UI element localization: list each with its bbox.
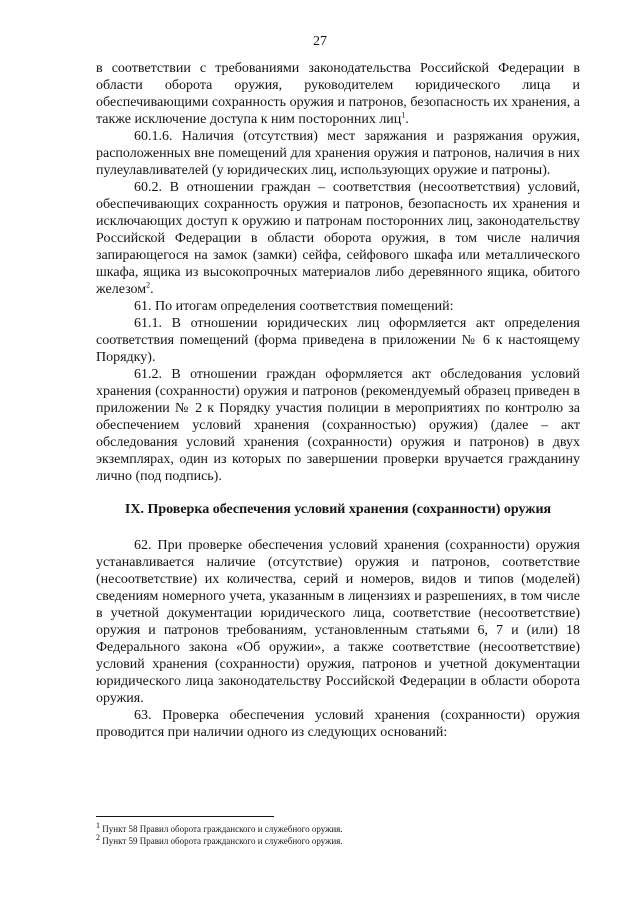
paragraph-62: 62. При проверке обеспечения условий хранения (сохранности) оружия устанавливается наличие (отсутствие) оружия и патронов, соответствие (несоответствие) их количества, серий и номеров, видов и типов (моделей) сведениям номерного учета, указанным в лицензиях и разрешениях, в том числе в учетной документации юридического лица, соответствие (несоответствие) оружия и патронов требованиям, установленным статьями 6, 7 и (или) 18 Федерального закона «Об оружии», а также соответствие (несоответствие) условий хранения (сохранности) оружия, патронов и учетной документации юридического лица законодательству Российской Федерации в области оборота оружия. — [96, 538, 580, 706]
paragraph-61-1: 61.1. В отношении юридических лиц оформляется акт определения соответствия помещений (форма приведена в приложении № 6 к настоящему Порядку). — [96, 316, 580, 365]
paragraph-text: 60.2. В отношении граждан – соответствия (несоответствия) условий, обеспечивающих сохранность оружия и патронов, безопасность их хранения и исключающих доступ к оружию и патронам посторонних лиц, законодательству Российской Федерации в области оборота оружия, в том числе наличия запирающегося на замок (замки) сейфа, сейфового шкафа или металлического шкафа, ящика из высокопрочных материалов либо деревянного ящика, обитого железом — [96, 180, 580, 297]
paragraph-63: 63. Проверка обеспечения условий хранения (сохранности) оружия проводится при наличии одного из следующих оснований: — [96, 708, 580, 740]
footnote-2 — [96, 835, 580, 847]
footnote-divider — [96, 816, 274, 817]
footnote-text: Пункт 59 Правил оборота гражданского и служебного оружия. — [100, 836, 343, 846]
footnote-mark: 1 — [96, 821, 100, 830]
paragraph-60-2: 60.2. В отношении граждан – соответствия (несоответствия) условий, обеспечивающих сохранность оружия и патронов, безопасность их хранения и исключающих доступ к оружию и патронам посторонних лиц, законодательству Российской Федерации в области оборота оружия, в том числе наличия запирающегося на замок (замки) сейфа, сейфового шкафа или металлического шкафа, ящика из высокопрочных материалов либо деревянного ящика, обитого железом$^2$. — [96, 180, 580, 297]
footnote-mark: 2 — [96, 833, 100, 842]
footnote-ref-1: 1 — [401, 110, 406, 120]
footnote-text: Пункт 58 Правил оборота гражданского и служебного оружия. — [100, 824, 343, 834]
document-body — [96, 60, 580, 741]
footnote-1 — [96, 823, 580, 835]
paragraph-continuation: в соответствии с требованиями законодательства Российской Федерации в области оборота оружия, руководителем юридического лица и обеспечивающими сохранность оружия и патронов, безопасность их хранения, а также исключение доступа к ним посторонних лиц$^1$. — [96, 61, 580, 127]
paragraph-text: в соответствии с требованиями законодательства Российской Федерации в области оборота оружия, руководителем юридического лица и обеспечивающими сохранность оружия и патронов, безопасность их хранения, а также исключение доступа к ним посторонних лиц — [96, 61, 580, 127]
footnote-ref-2: 2 — [146, 280, 151, 290]
page-number: 27 — [313, 34, 327, 49]
footnotes — [96, 823, 580, 847]
section-heading: IX. Проверка обеспечения условий хранения (сохранности) оружия — [124, 502, 552, 517]
paragraph-61-2: 61.2. В отношении граждан оформляется акт обследования условий хранения (сохранности) оружия и патронов (рекомендуемый образец приведен в приложении № 2 к Порядку участия полиции в мероприятиях по контролю за обеспечением условий хранения (сохранностью) оружия) (далее – акт обследования условий хранения (сохранности) оружия и патронов) в двух экземплярах, один из которых по завершении проверки вручается гражданину лично (под подпись). — [96, 367, 580, 484]
paragraph-61: 61. По итогам определения соответствия помещений: — [134, 299, 454, 314]
paragraph-60-1-6: 60.1.6. Наличия (отсутствия) мест заряжания и разряжания оружия, расположенных вне помещений для хранения оружия и патронов, наличия в них пулеулавливателей (у юридических лиц, использующих оружие и патроны). — [96, 129, 580, 178]
